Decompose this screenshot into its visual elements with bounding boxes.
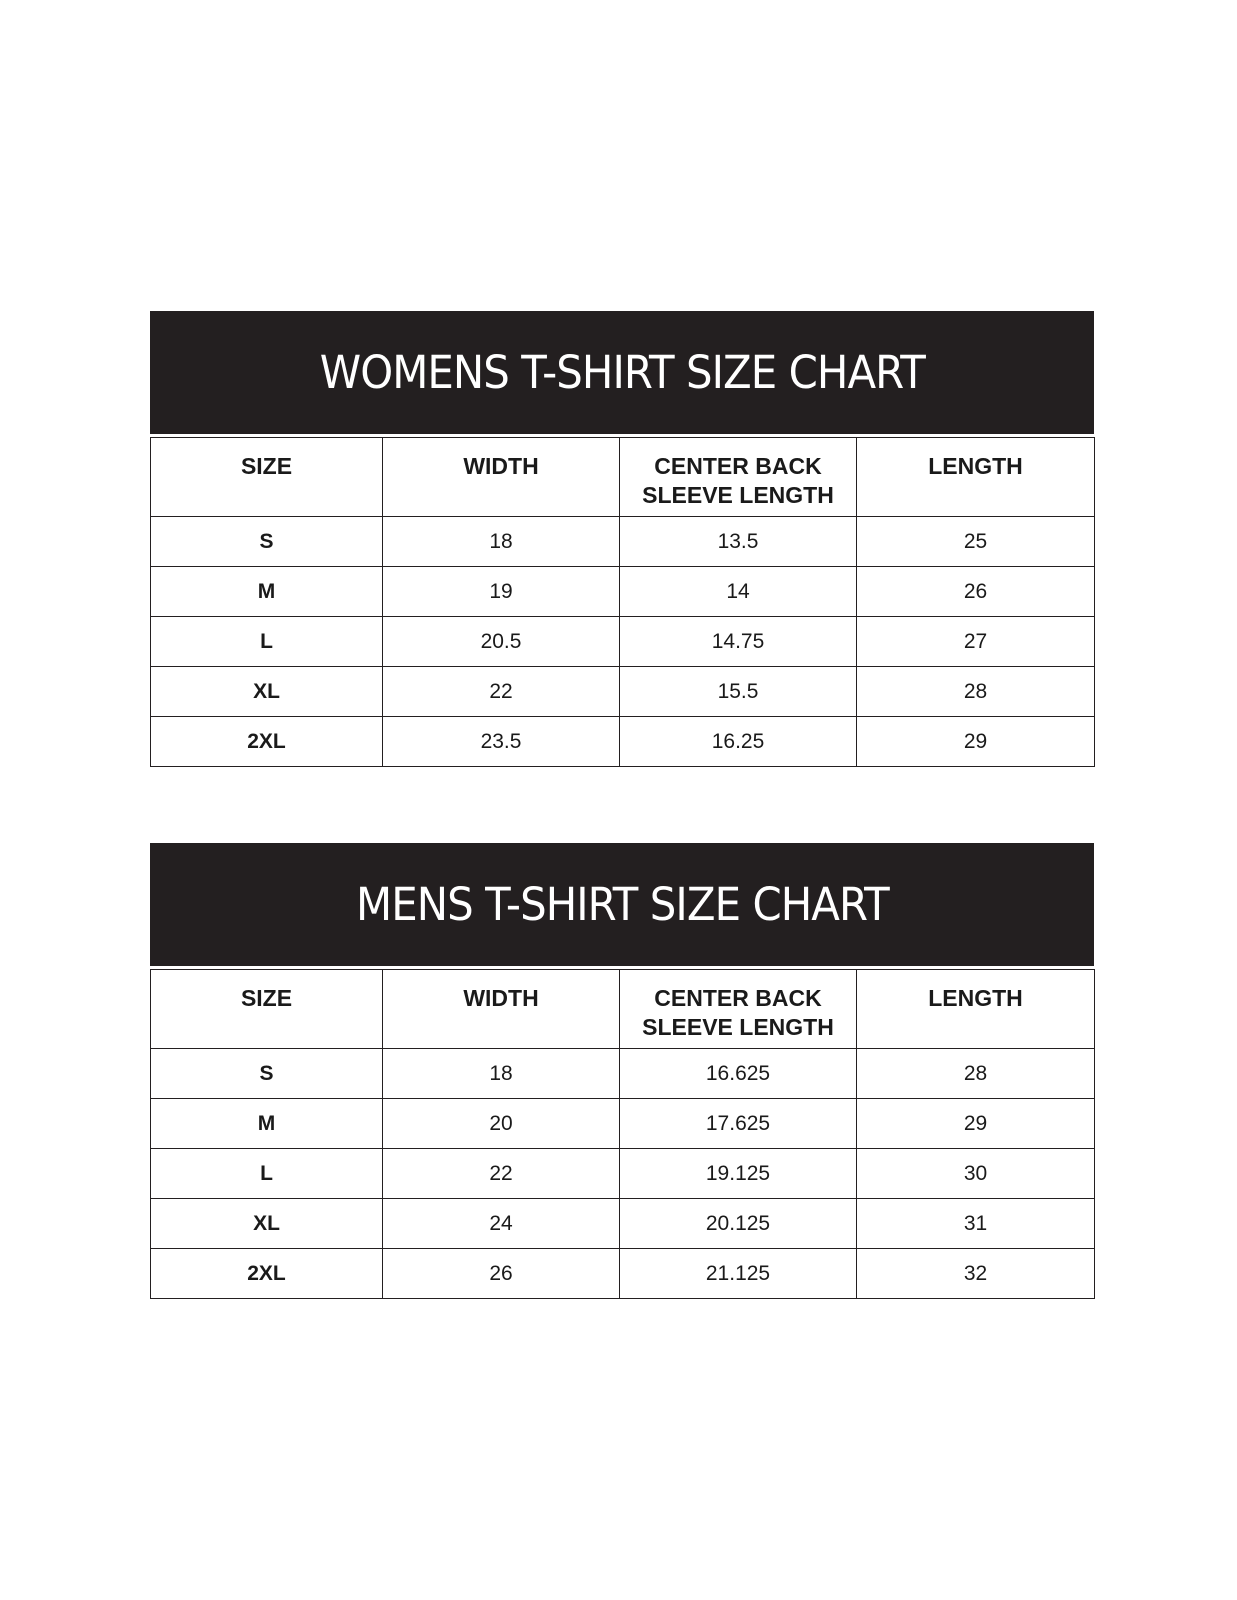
womens-chart-title: WOMENS T-SHIRT SIZE CHART	[319, 346, 925, 399]
table-row	[151, 617, 1095, 667]
width-cell: 24	[383, 1199, 620, 1249]
size-cell: L	[151, 617, 383, 667]
width-cell: 18	[383, 517, 620, 567]
length-cell: 30	[857, 1149, 1095, 1199]
width-cell: 20.5	[383, 617, 620, 667]
table-header-row	[151, 438, 1095, 517]
sleeve-length-cell: 16.25	[620, 717, 857, 767]
header-length: LENGTH	[857, 438, 1095, 517]
header-size: SIZE	[151, 438, 383, 517]
table-row	[151, 567, 1095, 617]
size-cell: M	[151, 567, 383, 617]
length-cell: 29	[857, 717, 1095, 767]
sleeve-length-cell: 21.125	[620, 1249, 857, 1299]
sleeve-length-cell: 20.125	[620, 1199, 857, 1249]
womens-size-chart	[150, 311, 1094, 767]
width-cell: 23.5	[383, 717, 620, 767]
table-row	[151, 517, 1095, 567]
length-cell: 26	[857, 567, 1095, 617]
table-row	[151, 667, 1095, 717]
size-cell: S	[151, 517, 383, 567]
table-row	[151, 1199, 1095, 1249]
table-header-row	[151, 970, 1095, 1049]
sleeve-length-cell: 19.125	[620, 1149, 857, 1199]
table-row	[151, 1049, 1095, 1099]
womens-size-table	[150, 437, 1095, 767]
header-center-back-sleeve-length: CENTER BACK SLEEVE LENGTH	[620, 438, 857, 517]
width-cell: 20	[383, 1099, 620, 1149]
size-cell: L	[151, 1149, 383, 1199]
length-cell: 32	[857, 1249, 1095, 1299]
size-cell: XL	[151, 1199, 383, 1249]
mens-chart-banner	[150, 843, 1094, 966]
length-cell: 29	[857, 1099, 1095, 1149]
womens-chart-banner	[150, 311, 1094, 434]
length-cell: 28	[857, 667, 1095, 717]
width-cell: 22	[383, 667, 620, 717]
table-row	[151, 1099, 1095, 1149]
sleeve-length-cell: 13.5	[620, 517, 857, 567]
width-cell: 18	[383, 1049, 620, 1099]
header-length: LENGTH	[857, 970, 1095, 1049]
length-cell: 31	[857, 1199, 1095, 1249]
size-cell: XL	[151, 667, 383, 717]
sleeve-length-cell: 14	[620, 567, 857, 617]
sleeve-length-cell: 17.625	[620, 1099, 857, 1149]
sleeve-length-cell: 16.625	[620, 1049, 857, 1099]
header-center-back-sleeve-length: CENTER BACK SLEEVE LENGTH	[620, 970, 857, 1049]
header-size: SIZE	[151, 970, 383, 1049]
length-cell: 28	[857, 1049, 1095, 1099]
sleeve-length-cell: 14.75	[620, 617, 857, 667]
size-cell: S	[151, 1049, 383, 1099]
size-cell: 2XL	[151, 1249, 383, 1299]
size-cell: M	[151, 1099, 383, 1149]
size-cell: 2XL	[151, 717, 383, 767]
table-row	[151, 1149, 1095, 1199]
width-cell: 22	[383, 1149, 620, 1199]
mens-chart-title: MENS T-SHIRT SIZE CHART	[355, 878, 889, 931]
header-width: WIDTH	[383, 970, 620, 1049]
table-row	[151, 717, 1095, 767]
sleeve-length-cell: 15.5	[620, 667, 857, 717]
width-cell: 19	[383, 567, 620, 617]
width-cell: 26	[383, 1249, 620, 1299]
table-row	[151, 1249, 1095, 1299]
length-cell: 27	[857, 617, 1095, 667]
mens-size-table	[150, 969, 1095, 1299]
mens-size-chart	[150, 843, 1094, 1299]
length-cell: 25	[857, 517, 1095, 567]
header-width: WIDTH	[383, 438, 620, 517]
